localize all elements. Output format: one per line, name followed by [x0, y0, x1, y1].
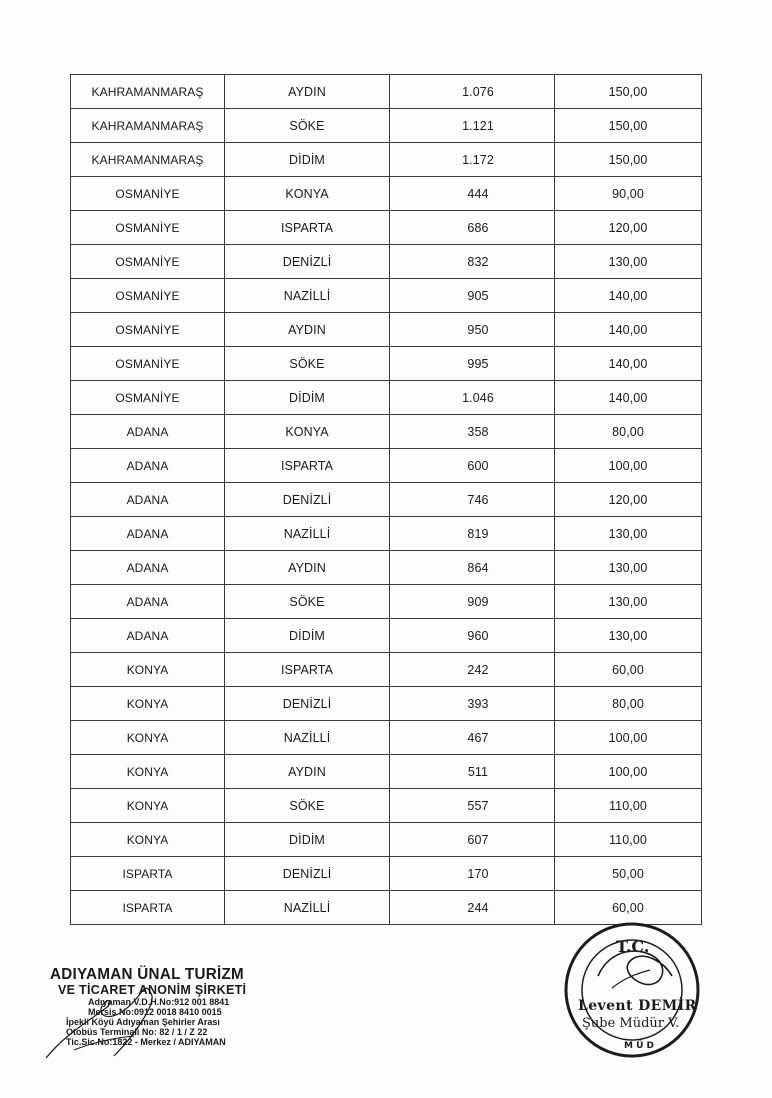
destination-city-cell: NAZİLLİ [225, 517, 390, 551]
destination-city-cell: SÖKE [225, 347, 390, 381]
fare-price-cell: 140,00 [555, 279, 702, 313]
distance-km-cell: 467 [390, 721, 555, 755]
seal-officer-name: Levent DEMİR [578, 998, 697, 1014]
distance-km-cell: 746 [390, 483, 555, 517]
origin-city-cell: OSMANİYE [71, 177, 225, 211]
company-stamp [44, 966, 284, 1066]
distance-km-cell: 960 [390, 619, 555, 653]
destination-city-cell: ISPARTA [225, 449, 390, 483]
fare-price-cell: 110,00 [555, 789, 702, 823]
company-address-line2: Otobüs Terminali No: 82 / 1 / Z 22 [66, 1027, 208, 1037]
table-row [71, 449, 702, 483]
origin-city-cell: KONYA [71, 755, 225, 789]
fare-price-cell: 80,00 [555, 415, 702, 449]
company-tax-number: Adıyaman V.D.H.No:912 001 8841 [88, 997, 230, 1007]
destination-city-cell: ISPARTA [225, 653, 390, 687]
company-mersis-number: Mersis No:0912 0018 8410 0015 [88, 1007, 222, 1017]
table-row [71, 75, 702, 109]
table-row [71, 347, 702, 381]
fare-price-cell: 120,00 [555, 211, 702, 245]
origin-city-cell: ADANA [71, 551, 225, 585]
destination-city-cell: DİDİM [225, 381, 390, 415]
origin-city-cell: OSMANİYE [71, 211, 225, 245]
origin-city-cell: KONYA [71, 789, 225, 823]
distance-km-cell: 1.046 [390, 381, 555, 415]
origin-city-cell: ADANA [71, 517, 225, 551]
origin-city-cell: KAHRAMANMARAŞ [71, 75, 225, 109]
distance-km-cell: 909 [390, 585, 555, 619]
origin-city-cell: OSMANİYE [71, 279, 225, 313]
table-row [71, 279, 702, 313]
seal-rings [560, 918, 710, 1068]
fare-price-cell: 100,00 [555, 721, 702, 755]
table-row [71, 211, 702, 245]
distance-km-cell: 557 [390, 789, 555, 823]
table-row [71, 823, 702, 857]
company-address-line1: İpekli Köyü Adıyaman Şehirler Arası [66, 1017, 220, 1027]
distance-km-cell: 358 [390, 415, 555, 449]
distance-km-cell: 864 [390, 551, 555, 585]
destination-city-cell: DİDİM [225, 619, 390, 653]
distance-km-cell: 607 [390, 823, 555, 857]
table-row [71, 177, 702, 211]
origin-city-cell: OSMANİYE [71, 245, 225, 279]
distance-km-cell: 950 [390, 313, 555, 347]
seal-officer-title: Şube Müdür V. [582, 1016, 680, 1031]
destination-city-cell: ISPARTA [225, 211, 390, 245]
fare-price-cell: 110,00 [555, 823, 702, 857]
destination-city-cell: DENİZLİ [225, 857, 390, 891]
company-name-line2: VE TİCARET ANONİM ŞİRKETİ [58, 983, 247, 997]
fare-price-cell: 150,00 [555, 75, 702, 109]
table-row [71, 245, 702, 279]
distance-km-cell: 393 [390, 687, 555, 721]
distance-km-cell: 1.076 [390, 75, 555, 109]
table-row [71, 415, 702, 449]
fare-price-cell: 130,00 [555, 585, 702, 619]
origin-city-cell: ADANA [71, 483, 225, 517]
destination-city-cell: SÖKE [225, 585, 390, 619]
fare-price-cell: 60,00 [555, 891, 702, 925]
distance-km-cell: 600 [390, 449, 555, 483]
destination-city-cell: DENİZLİ [225, 483, 390, 517]
fare-price-cell: 90,00 [555, 177, 702, 211]
table-row [71, 789, 702, 823]
company-name: ADIYAMAN ÜNAL TURİZM [50, 966, 245, 983]
distance-km-cell: 819 [390, 517, 555, 551]
destination-city-cell: SÖKE [225, 109, 390, 143]
fare-price-cell: 60,00 [555, 653, 702, 687]
fare-price-cell: 120,00 [555, 483, 702, 517]
distance-km-cell: 170 [390, 857, 555, 891]
origin-city-cell: ISPARTA [71, 891, 225, 925]
origin-city-cell: KONYA [71, 653, 225, 687]
origin-city-cell: KAHRAMANMARAŞ [71, 143, 225, 177]
destination-city-cell: NAZİLLİ [225, 721, 390, 755]
destination-city-cell: DİDİM [225, 143, 390, 177]
fare-price-cell: 150,00 [555, 143, 702, 177]
distance-km-cell: 244 [390, 891, 555, 925]
destination-city-cell: KONYA [225, 177, 390, 211]
table-row [71, 551, 702, 585]
fare-price-cell: 150,00 [555, 109, 702, 143]
origin-city-cell: KONYA [71, 721, 225, 755]
destination-city-cell: SÖKE [225, 789, 390, 823]
distance-km-cell: 1.121 [390, 109, 555, 143]
fare-price-cell: 130,00 [555, 551, 702, 585]
destination-city-cell: AYDIN [225, 313, 390, 347]
fare-price-cell: 130,00 [555, 619, 702, 653]
destination-city-cell: DİDİM [225, 823, 390, 857]
fare-table-body [71, 75, 702, 925]
fare-price-cell: 140,00 [555, 313, 702, 347]
table-row [71, 585, 702, 619]
distance-km-cell: 905 [390, 279, 555, 313]
destination-city-cell: DENİZLİ [225, 687, 390, 721]
origin-city-cell: OSMANİYE [71, 381, 225, 415]
svg-text:T.C.: T.C. [616, 937, 650, 956]
fare-price-cell: 80,00 [555, 687, 702, 721]
origin-city-cell: OSMANİYE [71, 313, 225, 347]
destination-city-cell: NAZİLLİ [225, 891, 390, 925]
origin-city-cell: ADANA [71, 449, 225, 483]
origin-city-cell: OSMANİYE [71, 347, 225, 381]
distance-km-cell: 242 [390, 653, 555, 687]
origin-city-cell: ISPARTA [71, 857, 225, 891]
svg-text:M Ü D: M Ü D [624, 1041, 655, 1051]
table-row [71, 857, 702, 891]
origin-city-cell: ADANA [71, 415, 225, 449]
fare-price-cell: 130,00 [555, 517, 702, 551]
destination-city-cell: AYDIN [225, 75, 390, 109]
distance-km-cell: 444 [390, 177, 555, 211]
table-row [71, 381, 702, 415]
distance-km-cell: 686 [390, 211, 555, 245]
origin-city-cell: KAHRAMANMARAŞ [71, 109, 225, 143]
origin-city-cell: ADANA [71, 585, 225, 619]
origin-city-cell: KONYA [71, 823, 225, 857]
destination-city-cell: KONYA [225, 415, 390, 449]
fare-price-cell: 100,00 [555, 755, 702, 789]
table-row [71, 313, 702, 347]
distance-km-cell: 1.172 [390, 143, 555, 177]
destination-city-cell: DENİZLİ [225, 245, 390, 279]
table-row [71, 687, 702, 721]
table-row [71, 653, 702, 687]
fare-price-cell: 140,00 [555, 381, 702, 415]
table-row [71, 483, 702, 517]
company-registry-number: Tic.Sic.No:1822 - Merkez / ADIYAMAN [66, 1037, 226, 1047]
fare-price-cell: 140,00 [555, 347, 702, 381]
table-row [71, 619, 702, 653]
table-row [71, 143, 702, 177]
destination-city-cell: NAZİLLİ [225, 279, 390, 313]
origin-city-cell: ADANA [71, 619, 225, 653]
origin-city-cell: KONYA [71, 687, 225, 721]
table-row [71, 755, 702, 789]
fare-price-cell: 50,00 [555, 857, 702, 891]
table-row [71, 109, 702, 143]
table-row [71, 721, 702, 755]
distance-km-cell: 995 [390, 347, 555, 381]
fare-price-cell: 100,00 [555, 449, 702, 483]
fare-price-cell: 130,00 [555, 245, 702, 279]
distance-km-cell: 832 [390, 245, 555, 279]
official-seal [560, 918, 710, 1068]
fare-table [70, 74, 702, 925]
distance-km-cell: 511 [390, 755, 555, 789]
table-row [71, 517, 702, 551]
destination-city-cell: AYDIN [225, 551, 390, 585]
destination-city-cell: AYDIN [225, 755, 390, 789]
